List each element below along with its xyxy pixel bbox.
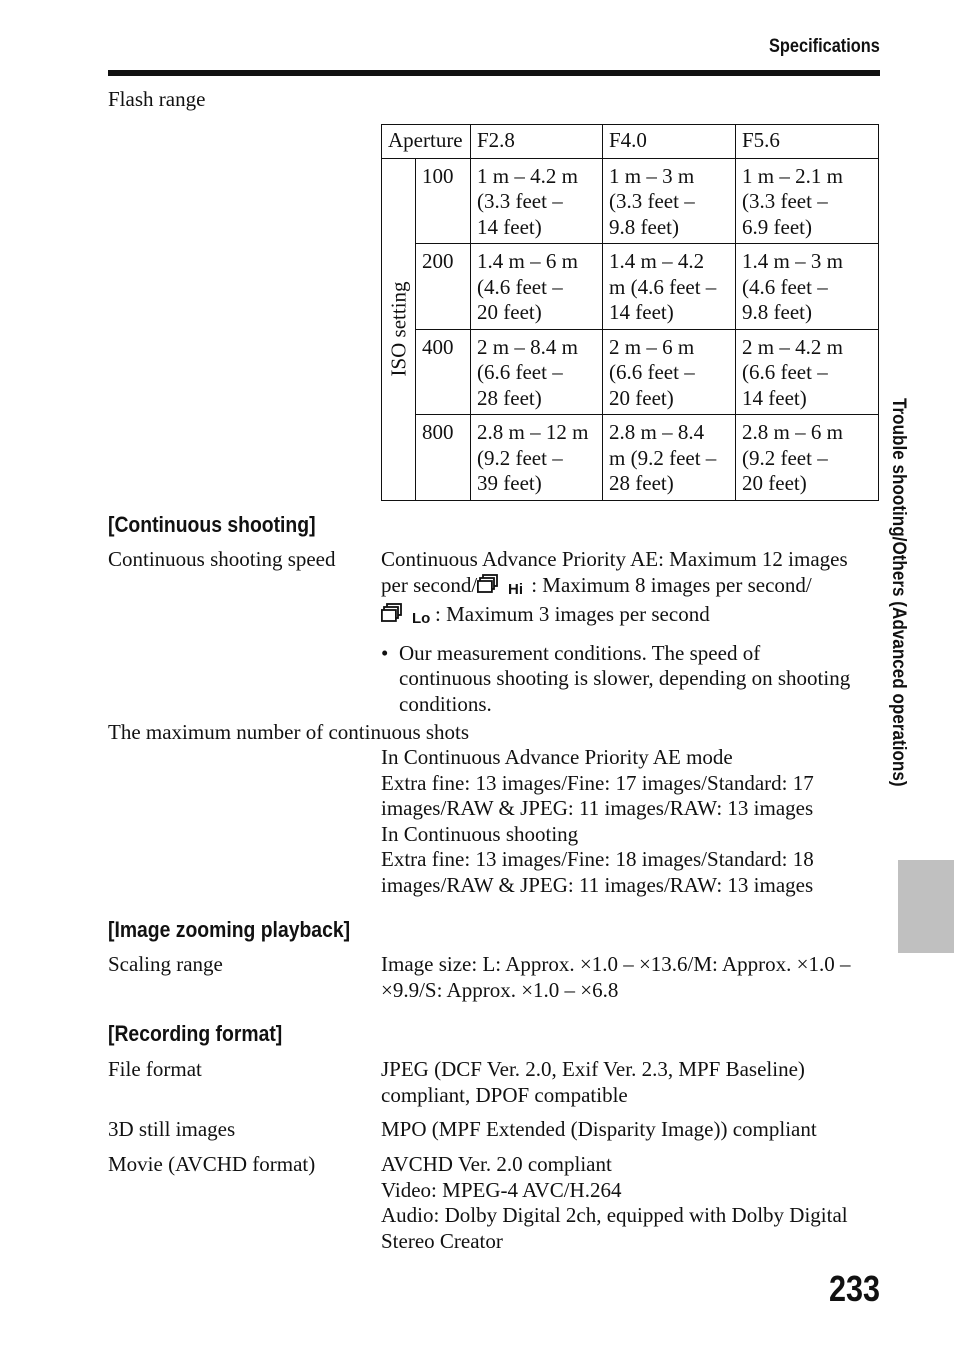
cell-line: 14 feet) [609,300,674,324]
cell-line: (3.3 feet – [477,189,563,213]
table-cell [603,158,736,244]
movie-format-label: Movie (AVCHD format) [108,1152,316,1176]
cell-line: (4.6 feet – [742,274,828,299]
table-cell [471,415,603,501]
still-3d-value: MPO (MPF Extended (Disparity Image)) compliant [381,1117,817,1141]
table-row [382,329,879,415]
cell-line: 39 feet) [477,471,542,495]
measurement-note [381,641,881,718]
aperture-header: Aperture [382,125,471,159]
max-shots-line: images/RAW & JPEG: 11 images/RAW: 13 images [381,872,814,897]
table-cell [736,329,879,415]
cell-line: 2 m – 6 m [609,334,695,359]
speed-text: : Maximum 3 images per second [435,602,710,626]
speed-text: per second/ [381,572,478,597]
recording-format-heading: [Recording format] [108,1021,283,1046]
note-line: continuous shooting is slower, depending on shooting [399,666,851,690]
cell-line: (6.6 feet – [742,360,828,384]
scaling-range-value [381,952,881,1003]
table-row [382,244,879,330]
cell-line: 9.8 feet) [742,300,812,324]
cell-line: 9.8 feet) [609,214,679,239]
cell-line: 1 m – 3 m [609,163,695,188]
table-cell [471,329,603,415]
table-row [382,415,879,501]
table-row [382,158,879,244]
iso-setting-cell [382,158,416,500]
continuous-speed-value [381,547,881,717]
iso-value: 100 [416,158,471,244]
scaling-line: Image size: L: Approx. ×1.0 – ×13.6/M: Approx. ×1.0 – [381,952,851,976]
iso-value: 800 [416,415,471,501]
cell-line: 20 feet) [609,385,674,410]
table-cell [603,415,736,501]
note-line: conditions. [399,691,492,716]
cell-line: 14 feet) [742,385,807,410]
scaling-range-label: Scaling range [108,952,223,976]
continuous-hi-icon [477,574,531,603]
continuous-lo-icon [381,603,435,632]
cell-line: 1.4 m – 3 m [742,249,843,273]
cell-line: 20 feet) [477,300,542,324]
chapter-tab-marker [898,860,954,953]
svg-text:Lo: Lo [412,610,431,625]
movie-line: Audio: Dolby Digital 2ch, equipped with Dolby Digital [381,1203,848,1227]
max-shots-line: Extra fine: 13 images/Fine: 18 images/Standard: 18 [381,847,814,871]
note-text [399,641,850,718]
aperture-f56: F5.6 [736,125,879,159]
max-shots-value [381,745,881,898]
flash-range-table [381,124,879,501]
table-cell [736,158,879,244]
iso-setting-label: ISO setting [385,281,410,377]
continuous-shooting-heading: [Continuous shooting] [108,512,316,537]
cell-line: (4.6 feet – [477,274,563,299]
image-zooming-heading: [Image zooming playback] [108,917,351,942]
cell-line: (3.3 feet – [609,189,695,213]
table-cell [603,329,736,415]
scaling-line: ×9.9/S: Approx. ×1.0 – ×6.8 [381,977,619,1002]
table-cell [736,244,879,330]
page-number: 233 [828,1268,880,1309]
movie-line: Stereo Creator [381,1228,503,1253]
table-cell [603,244,736,330]
continuous-speed-label: Continuous shooting speed [108,547,336,571]
file-format-line: compliant, DPOF compatible [381,1082,628,1107]
max-shots-line: Extra fine: 13 images/Fine: 17 images/Standard: 17 [381,770,814,795]
max-shots-line: In Continuous shooting [381,821,579,846]
cell-line: 2 m – 8.4 m [477,334,578,359]
speed-text: : Maximum 8 images per second/ [531,572,812,597]
cell-line: m (9.2 feet – [609,445,717,470]
aperture-f40: F4.0 [603,125,736,159]
cell-line: 6.9 feet) [742,214,812,239]
still-3d-label: 3D still images [108,1117,236,1141]
speed-line [381,602,881,632]
cell-line: 14 feet) [477,214,542,239]
cell-line: (9.2 feet – [742,445,828,470]
note-line: Our measurement conditions. The speed of [399,640,761,665]
movie-line: Video: MPEG-4 AVC/H.264 [381,1177,622,1202]
file-format-value [381,1057,881,1108]
speed-line: Continuous Advance Priority AE: Maximum 12 images [381,547,848,571]
cell-line: (6.6 feet – [477,360,563,384]
cell-line: (3.3 feet – [742,189,828,213]
movie-format-value [381,1152,881,1254]
movie-line: AVCHD Ver. 2.0 compliant [381,1152,612,1176]
file-format-label: File format [108,1057,202,1081]
cell-line: 28 feet) [477,385,542,410]
table-cell [471,244,603,330]
max-shots-line: In Continuous Advance Priority AE mode [381,745,733,769]
table-cell [471,158,603,244]
aperture-f28: F2.8 [471,125,603,159]
max-shots-label: The maximum number of continuous shots [108,720,470,744]
chapter-side-title: Trouble shooting/Others (Advanced operations) [888,398,909,787]
file-format-line: JPEG (DCF Ver. 2.0, Exif Ver. 2.3, MPF Baseline) [381,1057,805,1081]
table-cell [736,415,879,501]
page-header-title: Specifications [769,36,880,57]
cell-line: 1.4 m – 6 m [477,249,578,273]
cell-line: 1.4 m – 4.2 [609,249,705,273]
iso-value: 400 [416,329,471,415]
flash-range-label: Flash range [108,87,206,111]
svg-text:Hi: Hi [508,580,524,596]
max-shots-line: images/RAW & JPEG: 11 images/RAW: 13 images [381,796,814,820]
iso-value: 200 [416,244,471,330]
cell-line: 20 feet) [742,471,807,495]
cell-line: 1 m – 2.1 m [742,163,843,188]
cell-line: 28 feet) [609,471,674,495]
cell-line: 2 m – 4.2 m [742,334,843,359]
cell-line: m (4.6 feet – [609,274,717,299]
cell-line: 2.8 m – 8.4 [609,420,705,444]
cell-line: 2.8 m – 12 m [477,420,589,444]
bullet: • [381,640,389,665]
cell-line: (9.2 feet – [477,445,563,470]
cell-line: 2.8 m – 6 m [742,420,843,444]
cell-line: (6.6 feet – [609,360,695,384]
speed-line [381,573,881,603]
table-header-row [382,125,879,159]
cell-line: 1 m – 4.2 m [477,163,578,188]
header-rule [108,70,880,76]
